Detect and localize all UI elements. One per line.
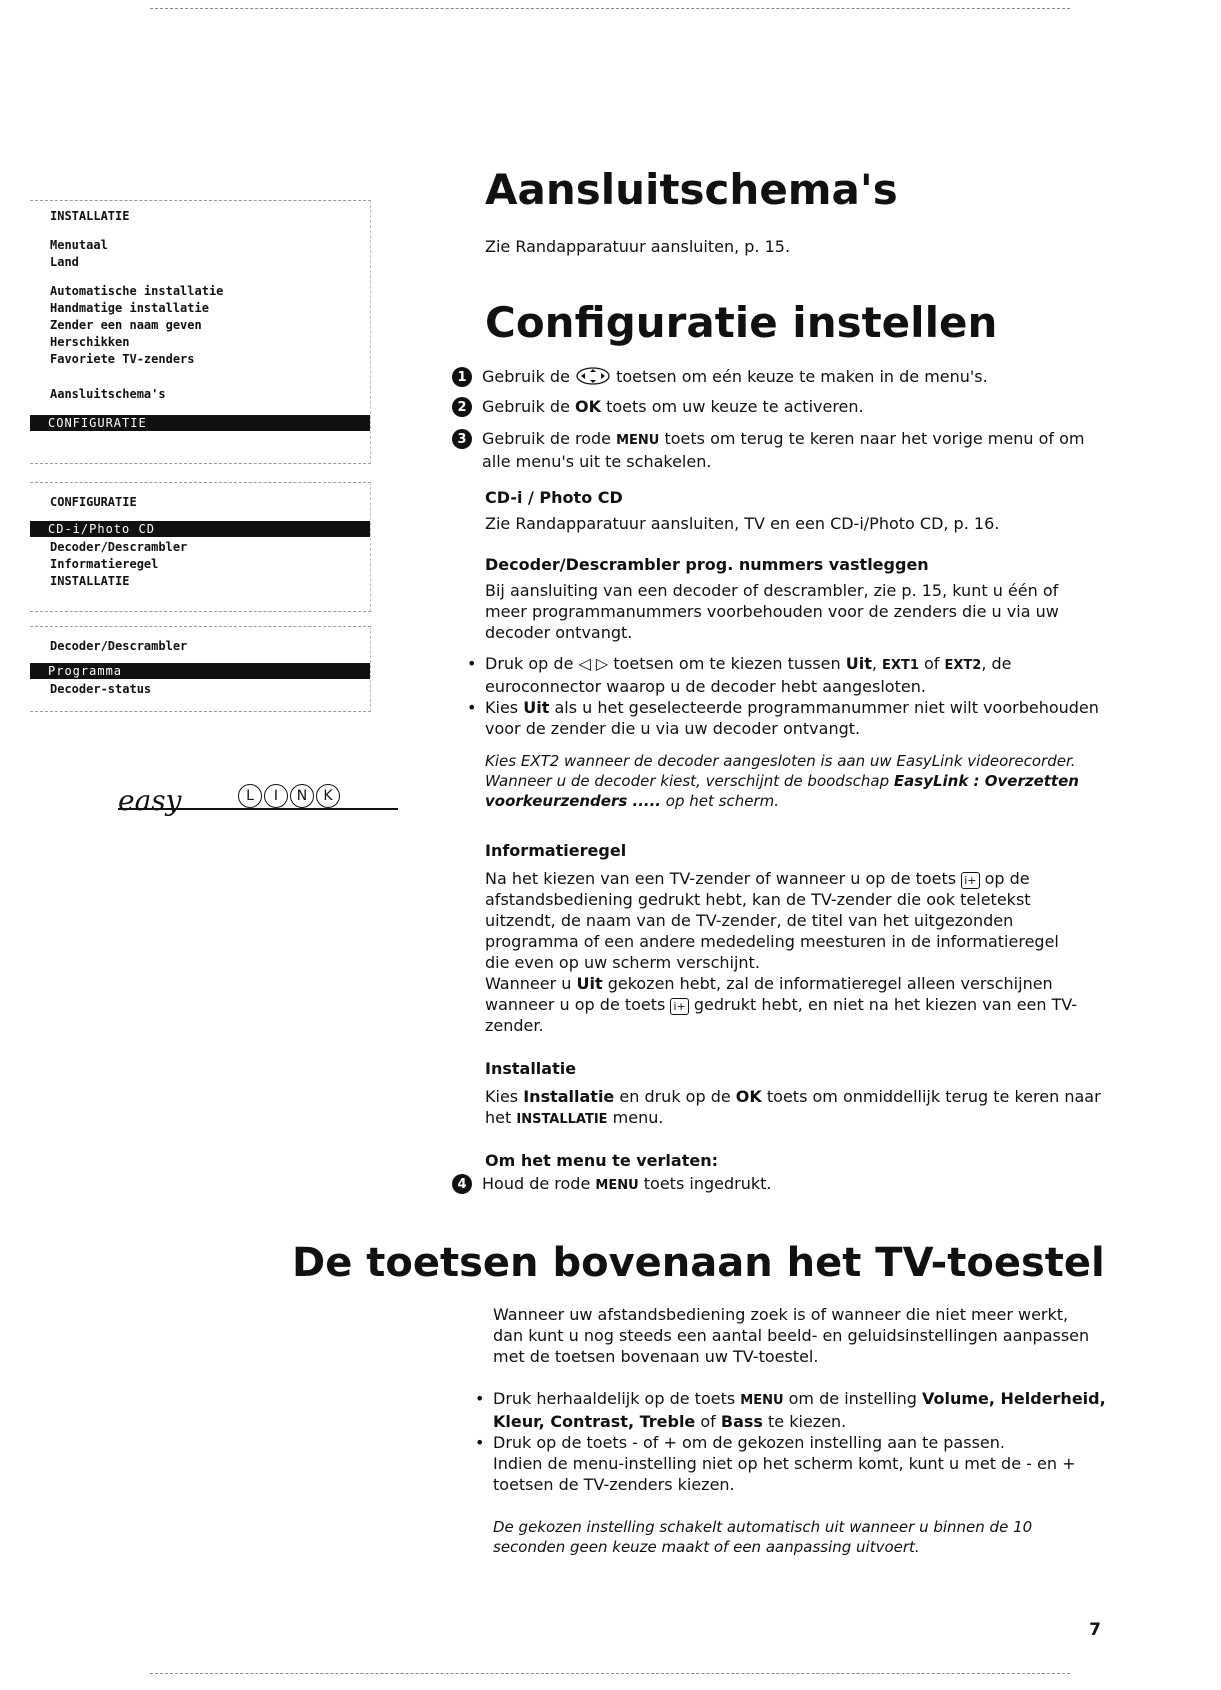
- bullet-item: • Druk op de ◁ ▷ toetsen om te kiezen tussen Uit, EXT1 of EXT2, de euroconnector waarop u de decoder hebt aangesloten.: [463, 653, 1105, 697]
- paragraph-text: Kies: [485, 1087, 519, 1106]
- paragraph-bold: INSTALLATIE: [516, 1112, 608, 1127]
- step-key: OK: [575, 397, 602, 416]
- step-text: Houd de rode: [482, 1174, 591, 1193]
- install-block: [485, 1058, 1105, 1130]
- section-title-toetsen: De toetsen bovenaan het TV-toestel: [292, 1240, 1105, 1286]
- bullet-key: MENU: [740, 1393, 784, 1408]
- menu-diagram-installatie: [30, 200, 371, 464]
- logo-letter: N: [290, 784, 314, 808]
- step-text: Gebruik de: [482, 397, 570, 416]
- top-scan-rule: [150, 8, 1070, 9]
- paragraph-text: Na het kiezen van een TV-zender of wanneer u op de toets: [485, 869, 957, 888]
- step-number: 1: [452, 367, 472, 387]
- bullet-item: [463, 697, 1105, 739]
- option-label: Uit: [523, 698, 550, 717]
- option-label: EXT1: [882, 658, 919, 673]
- logo-letter: I: [264, 784, 288, 808]
- logo-letter: L: [238, 784, 262, 808]
- paragraph-text: toets om onmiddellijk terug te keren naar het: [485, 1087, 1101, 1127]
- menu-item: Automatische installatie: [50, 284, 224, 298]
- step-text: Gebruik de: [482, 367, 570, 386]
- bullet-text: als u het geselecteerde programmanummer niet wilt voorbehouden voor de zender die u via uw decoder ontvangt.: [485, 698, 1099, 738]
- section-title-configuratie: Configuratie instellen: [485, 298, 998, 347]
- logo-script: easy: [118, 784, 182, 817]
- option-label: Uit: [845, 654, 872, 673]
- paragraph-bold: Uit: [576, 974, 603, 993]
- bullet-text: of: [700, 1412, 716, 1431]
- menu-item: Aansluitschema's: [50, 387, 166, 401]
- bullet-text: Indien de menu-instelling niet op het scherm komt, kunt u met de - en + toetsen de TV-zenders kiezen.: [493, 1454, 1076, 1494]
- info-key-icon: i+: [961, 872, 979, 889]
- menu-diagram-decoder: [30, 626, 371, 712]
- menu-item: Handmatige installatie: [50, 301, 209, 315]
- info-key-icon: i+: [670, 998, 688, 1015]
- menu-item: Decoder/Descrambler: [50, 540, 188, 554]
- step-2: [452, 396, 1092, 417]
- paragraph-text: menu.: [612, 1108, 664, 1127]
- note-text: op het scherm.: [665, 792, 779, 810]
- paragraph-text: gekozen hebt, zal de informatieregel alleen verschijnen wanneer u op de toets: [485, 974, 1053, 1014]
- subheading-exit: Om het menu te verlaten:: [485, 1151, 718, 1170]
- paragraph: [485, 1086, 1105, 1130]
- menu-highlight-bar: Programma: [30, 663, 370, 679]
- step-key: MENU: [595, 1178, 639, 1193]
- section3-bullets: [471, 1388, 1121, 1557]
- menu-title: INSTALLATIE: [50, 209, 130, 223]
- left-right-keys-icon: ◁ ▷: [578, 654, 609, 673]
- paragraph-text: op de afstandsbediening gedrukt hebt, kan de TV-zender die ook teletekst uitzendt, de naam van de TV-zender, de titel van het uitgezonden programma of een andere mededeling meesturen in de informatieregel die even op uw scherm verschijnt.: [485, 869, 1059, 972]
- step-text: Gebruik de rode: [482, 429, 612, 448]
- step-key: MENU: [616, 433, 660, 448]
- logo-letter: K: [316, 784, 340, 808]
- bullet-text: te kiezen.: [768, 1412, 847, 1431]
- step-number: 4: [452, 1174, 472, 1194]
- paragraph-text: Wanneer u: [485, 974, 572, 993]
- section3-intro: Wanneer uw afstandsbediening zoek is of wanneer die niet meer werkt, dan kunt u nog steeds een aantal beeld- en geluidsinstellingen aanpassen met de toetsen bovenaan uw TV-toestel.: [493, 1305, 1090, 1366]
- subheading: Installatie: [485, 1059, 577, 1078]
- menu-item: Decoder-status: [50, 682, 152, 696]
- step-4: [452, 1173, 1092, 1196]
- menu-highlight-bar: CONFIGURATIE: [30, 415, 370, 431]
- menu-title: Decoder/Descrambler: [50, 639, 188, 653]
- subheading: CD-i / Photo CD: [485, 488, 623, 507]
- paragraph-bold: Installatie: [523, 1087, 615, 1106]
- step-text: toets om terug te keren naar het vorige menu of om alle menu's uit te schakelen.: [482, 429, 1085, 471]
- menu-item: Favoriete TV-zenders: [50, 352, 195, 366]
- bullet-bold: Volume, Helderheid, Kleur, Contrast, Treble: [493, 1389, 1106, 1431]
- paragraph-bold: OK: [735, 1087, 762, 1106]
- bullet-text: , de euroconnector waarop u de decoder hebt aangesloten.: [485, 654, 1012, 696]
- paragraph-text: en druk op de: [619, 1087, 731, 1106]
- menu-item: Zender een naam geven: [50, 318, 202, 332]
- subheading: Informatieregel: [485, 841, 627, 860]
- note-text: Kies EXT2 wanneer de decoder aangesloten is aan uw EasyLink videorecorder. Wanneer u de decoder kiest, verschijnt de boodschap: [485, 752, 1076, 790]
- page-number: 7: [1089, 1620, 1101, 1640]
- subheading: Decoder/Descrambler prog. nummers vastleggen: [485, 555, 929, 574]
- menu-item: Herschikken: [50, 335, 130, 349]
- step-text: toets om uw keuze te activeren.: [606, 397, 864, 416]
- decoder-block: [485, 554, 1105, 811]
- paragraph: [485, 973, 1085, 1036]
- step-3: [452, 428, 1092, 472]
- section-title-aansluitschemas: Aansluitschema's: [485, 165, 898, 214]
- bullet-text: Druk op de toets - of + om de gekozen instelling aan te passen.: [493, 1433, 1005, 1452]
- step-number: 3: [452, 429, 472, 449]
- option-label: EXT2: [944, 658, 982, 673]
- menu-title: CONFIGURATIE: [50, 495, 137, 509]
- note-bold: EasyLink : Overzetten voorkeurzenders .....: [485, 772, 1079, 810]
- menu-item: INSTALLATIE: [50, 574, 130, 588]
- bullet-item: [471, 1432, 1121, 1495]
- cursor-keys-icon: [575, 367, 611, 385]
- step-1: [452, 366, 1092, 387]
- step-text: toetsen om eén keuze te maken in de menu's.: [616, 367, 988, 386]
- menu-highlight-bar: CD-i/Photo CD: [30, 521, 370, 537]
- bullet-text: Druk herhaaldelijk op de toets: [493, 1389, 736, 1408]
- note: De gekozen instelling schakelt automatisch uit wanneer u binnen de 10 seconden geen keuze maakt of een aanpassing uitvoert.: [493, 1518, 1033, 1556]
- bullet-text: Druk op de: [485, 654, 574, 673]
- bullet-item: [471, 1388, 1121, 1432]
- note: [485, 751, 1105, 811]
- menu-diagram-configuratie: [30, 482, 371, 612]
- section-text: Zie Randapparatuur aansluiten, p. 15.: [485, 237, 791, 256]
- paragraph: Bij aansluiting van een decoder of descrambler, zie p. 15, kunt u één of meer programmanummers voorbehouden voor de zenders die u via uw decoder ontvangt.: [485, 581, 1059, 642]
- step-text: toets ingedrukt.: [643, 1174, 772, 1193]
- paragraph: [485, 868, 1085, 973]
- paragraph-text: gedrukt hebt, en niet na het kiezen van een TV-zender.: [485, 995, 1078, 1035]
- info-block: [485, 840, 1085, 1036]
- bottom-scan-rule: [150, 1673, 1070, 1674]
- bullet-text: of: [923, 654, 940, 673]
- bullet-text: Kies: [485, 698, 519, 717]
- bullet-text: om de instelling: [788, 1389, 917, 1408]
- menu-item: Informatieregel: [50, 557, 159, 571]
- cdi-block: [485, 487, 1085, 534]
- menu-item: Menutaal: [50, 238, 108, 252]
- bullet-text: toetsen om te kiezen tussen: [613, 654, 841, 673]
- step-number: 2: [452, 397, 472, 417]
- easylink-logo: [118, 780, 398, 816]
- menu-item: Land: [50, 255, 79, 269]
- paragraph: Zie Randapparatuur aansluiten, TV en een CD-i/Photo CD, p. 16.: [485, 514, 1000, 533]
- bullet-bold: Bass: [720, 1412, 763, 1431]
